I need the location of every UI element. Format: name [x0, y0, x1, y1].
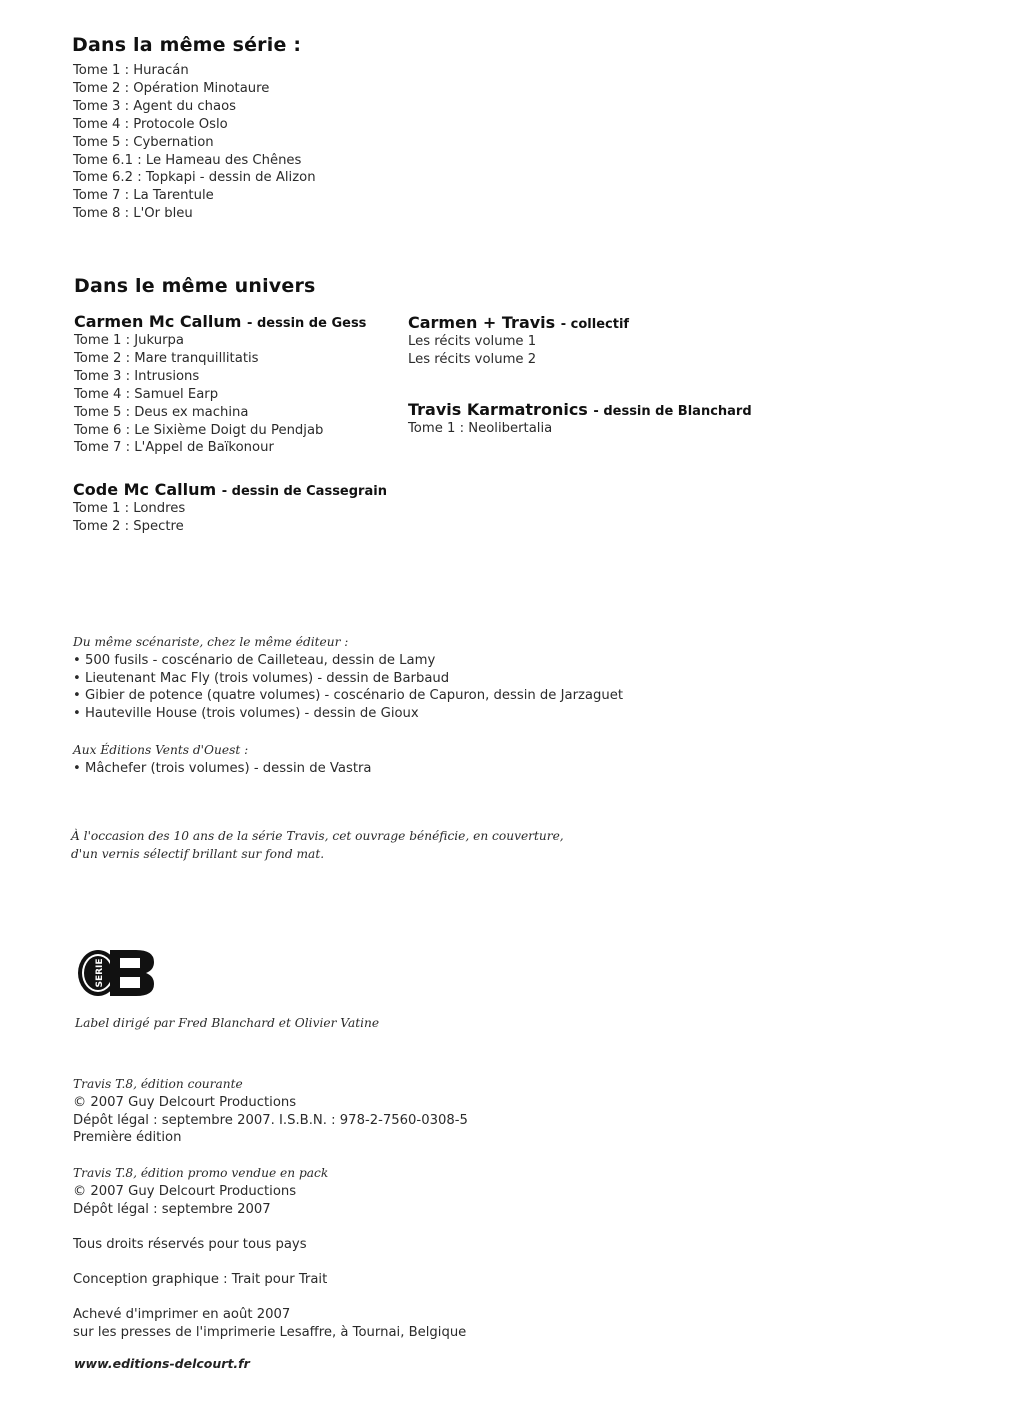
list-item: Tome 8 : L'Or bleu: [73, 206, 193, 222]
karmatronics-title-text: Travis Karmatronics: [408, 400, 588, 419]
list-item: Tome 1 : Neolibertalia: [408, 421, 553, 436]
printed-line: Achevé d'imprimer en août 2007: [73, 1307, 291, 1322]
list-item: Tome 1 : Londres: [73, 501, 186, 516]
list-item: Tome 2 : Spectre: [73, 518, 184, 534]
code-list: [73, 500, 185, 536]
printed-block: [73, 1306, 466, 1342]
list-item: Tome 6.1 : Le Hameau des Chênes: [73, 152, 302, 168]
colophon-line: © 2007 Guy Delcourt Productions: [73, 1094, 297, 1110]
list-item: Tome 1 : Jukurpa: [74, 333, 184, 348]
anniversary-line-1: À l'occasion des 10 ans de la série Travis, cet ouvrage bénéficie, en couverture,: [71, 829, 564, 843]
list-item: Tome 4 : Protocole Oslo: [73, 116, 228, 132]
list-item: • Lieutenant Mac Fly (trois volumes) - dessin de Barbaud: [73, 670, 450, 686]
carmen-list: [74, 332, 323, 457]
list-item: • 500 fusils - coscénario de Cailleteau, dessin de Lamy: [73, 652, 436, 668]
list-item: Tome 3 : Agent du chaos: [73, 98, 237, 114]
colophon-line: Dépôt légal : septembre 2007. I.S.B.N. : 978-2-7560-0308-5: [73, 1112, 468, 1128]
list-item: Tome 2 : Opération Minotaure: [73, 80, 270, 96]
vents-ouest-intro: Aux Éditions Vents d'Ouest :: [73, 743, 249, 757]
carmen-title-text: Carmen Mc Callum: [74, 312, 242, 331]
list-item: Tome 6 : Le Sixième Doigt du Pendjab: [74, 422, 324, 438]
series-list: [73, 62, 316, 223]
colophon-line: © 2007 Guy Delcourt Productions: [73, 1183, 297, 1199]
code-title: [73, 480, 387, 499]
same-writer-intro: Du même scénariste, chez le même éditeur :: [73, 635, 349, 649]
carmen-travis-title: [408, 313, 629, 332]
colophon-2-title: Travis T.8, édition promo vendue en pack: [73, 1166, 329, 1180]
universe-heading: Dans le même univers: [74, 275, 316, 297]
code-credit: - dessin de Cassegrain: [221, 484, 387, 499]
list-item: • Mâchefer (trois volumes) - dessin de Vastra: [73, 760, 372, 776]
list-item: • Hauteville House (trois volumes) - dessin de Gioux: [73, 706, 419, 722]
list-item: Tome 5 : Cybernation: [73, 134, 214, 150]
anniversary-line-2: d'un vernis sélectif brillant sur fond mat.: [71, 846, 325, 861]
list-item: Les récits volume 1: [408, 334, 537, 349]
serie-b-logo: [74, 944, 158, 1002]
list-item: Tome 2 : Mare tranquillitatis: [74, 350, 259, 366]
list-item: Tome 3 : Intrusions: [74, 368, 200, 384]
colophon-1-title: Travis T.8, édition courante: [73, 1077, 243, 1091]
rights-text: Tous droits réservés pour tous pays: [73, 1237, 307, 1252]
list-item: Tome 5 : Deus ex machina: [74, 404, 249, 420]
list-item: • Gibier de potence (quatre volumes) - coscénario de Capuron, dessin de Jarzaguet: [73, 688, 624, 704]
anniversary-note: [71, 828, 564, 864]
series-heading: Dans la même série :: [72, 34, 302, 56]
colophon-line: Première édition: [73, 1130, 182, 1146]
colophon-line: Dépôt légal : septembre 2007: [73, 1201, 271, 1217]
list-item: Tome 6.2 : Topkapi - dessin de Alizon: [73, 170, 316, 186]
printed-line: sur les presses de l'imprimerie Lesaffre, à Tournai, Belgique: [73, 1324, 467, 1340]
carmen-travis-credit: - collectif: [560, 317, 630, 332]
design-credit: Conception graphique : Trait pour Trait: [73, 1272, 328, 1287]
logo-serie-text: SERIE: [95, 958, 105, 988]
code-title-text: Code Mc Callum: [73, 480, 217, 499]
carmen-travis-list: [408, 333, 536, 369]
same-writer-block: [73, 634, 623, 723]
carmen-title: [74, 312, 366, 331]
list-item: Tome 7 : L'Appel de Baïkonour: [74, 440, 274, 456]
list-item: Les récits volume 2: [408, 351, 537, 367]
carmen-travis-title-text: Carmen + Travis: [408, 313, 556, 332]
karmatronics-credit: - dessin de Blanchard: [593, 404, 752, 419]
list-item: Tome 7 : La Tarentule: [73, 188, 214, 204]
label-credit: Label dirigé par Fred Blanchard et Olivier Vatine: [75, 1016, 380, 1030]
colophon-block-1: [73, 1076, 468, 1147]
website-link[interactable]: www.editions-delcourt.fr: [74, 1356, 250, 1371]
carmen-credit: - dessin de Gess: [247, 316, 367, 331]
karmatronics-title: [408, 400, 752, 419]
list-item: Tome 4 : Samuel Earp: [74, 386, 219, 402]
list-item: Tome 1 : Huracán: [73, 63, 189, 78]
vents-ouest-block: [73, 742, 372, 778]
colophon-block-2: [73, 1165, 328, 1218]
karmatronics-list: [408, 420, 552, 438]
